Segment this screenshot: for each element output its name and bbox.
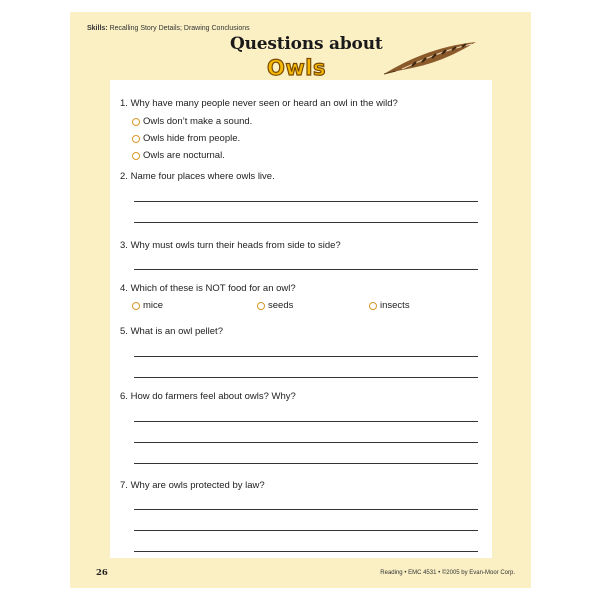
feather-icon bbox=[382, 38, 478, 78]
answer-line[interactable] bbox=[134, 551, 478, 552]
title-line-1: Questions about bbox=[230, 34, 383, 54]
q1-option-b[interactable]: Owls hide from people. bbox=[132, 133, 240, 144]
q4-option-a[interactable]: mice bbox=[132, 300, 163, 311]
skills-label: Skills: bbox=[87, 25, 108, 32]
skills-text: Recalling Story Details; Drawing Conclusions bbox=[109, 25, 250, 32]
worksheet-page bbox=[70, 12, 531, 588]
answer-line[interactable] bbox=[134, 222, 478, 223]
answer-line[interactable] bbox=[134, 421, 478, 422]
question-2: 2. Name four places where owls live. bbox=[120, 171, 275, 182]
question-1: 1. Why have many people never seen or heard an owl in the wild? bbox=[120, 98, 398, 109]
question-3: 3. Why must owls turn their heads from side to side? bbox=[120, 240, 341, 251]
answer-line[interactable] bbox=[134, 530, 478, 531]
question-7: 7. Why are owls protected by law? bbox=[120, 480, 265, 491]
answer-line[interactable] bbox=[134, 356, 478, 357]
q4-option-c[interactable]: insects bbox=[369, 300, 410, 311]
answer-line[interactable] bbox=[134, 509, 478, 510]
radio-icon[interactable] bbox=[132, 135, 140, 143]
answer-line[interactable] bbox=[134, 269, 478, 270]
question-4: 4. Which of these is NOT food for an owl? bbox=[120, 283, 296, 294]
radio-icon[interactable] bbox=[257, 302, 265, 310]
answer-line[interactable] bbox=[134, 377, 478, 378]
radio-icon[interactable] bbox=[132, 152, 140, 160]
q1-option-a[interactable]: Owls don’t make a sound. bbox=[132, 116, 252, 127]
answer-line[interactable] bbox=[134, 463, 478, 464]
radio-icon[interactable] bbox=[132, 118, 140, 126]
answer-line[interactable] bbox=[134, 201, 478, 202]
radio-icon[interactable] bbox=[369, 302, 377, 310]
title-line-2: Owls bbox=[267, 56, 326, 80]
question-6: 6. How do farmers feel about owls? Why? bbox=[120, 391, 296, 402]
question-5: 5. What is an owl pellet? bbox=[120, 326, 223, 337]
q4-option-b[interactable]: seeds bbox=[257, 300, 293, 311]
footer-credit: Reading • EMC 4531 • ©2005 by Evan-Moor Corp. bbox=[380, 570, 515, 576]
answer-line[interactable] bbox=[134, 442, 478, 443]
page-number: 26 bbox=[96, 568, 108, 578]
radio-icon[interactable] bbox=[132, 302, 140, 310]
q1-option-c[interactable]: Owls are nocturnal. bbox=[132, 150, 225, 161]
skills-line bbox=[87, 25, 250, 32]
questions-panel bbox=[110, 80, 492, 558]
